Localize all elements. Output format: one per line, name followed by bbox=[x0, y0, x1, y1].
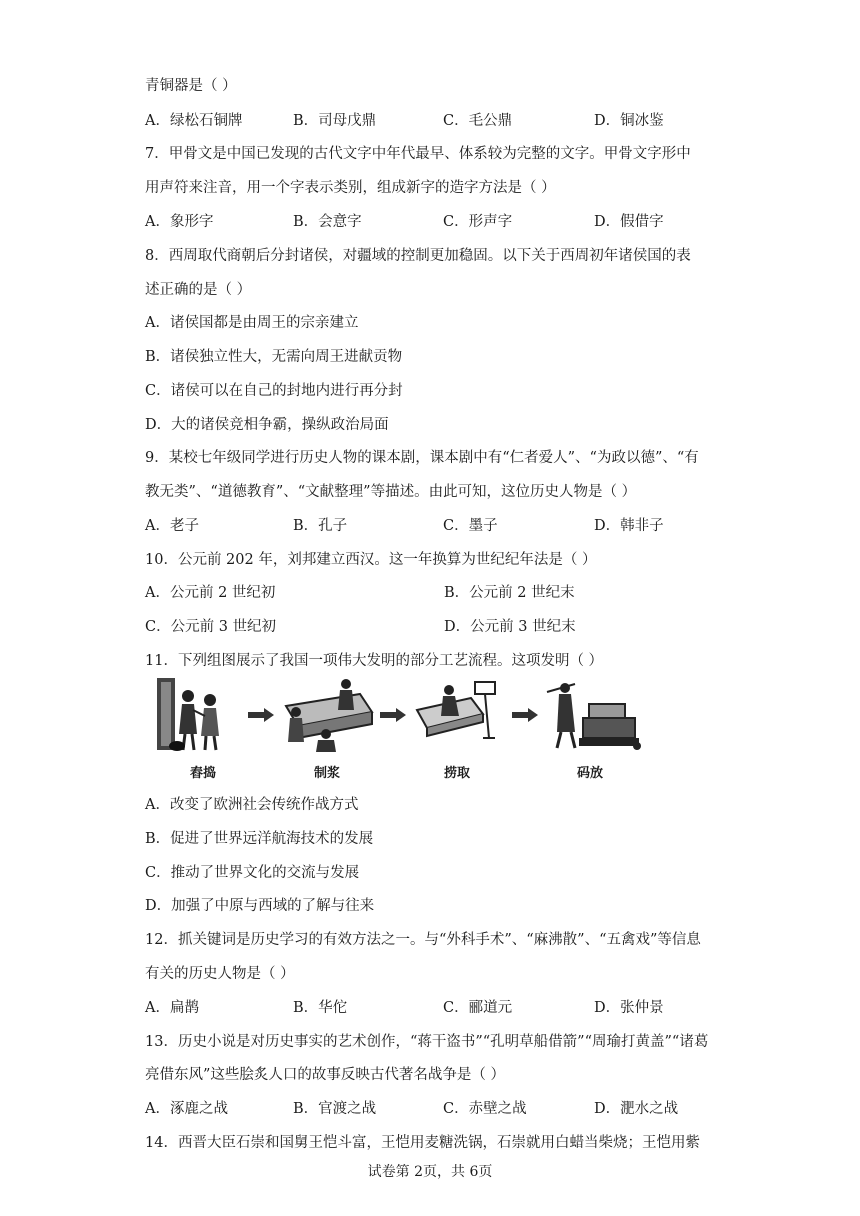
arrow-icon bbox=[512, 708, 538, 722]
q12-option-d: D．张仲景 bbox=[594, 1000, 664, 1016]
arrow-icon bbox=[248, 708, 274, 722]
q10-option-a: A．公元前 2 世纪初 bbox=[145, 585, 276, 601]
q12-option-a: A．扁鹊 bbox=[145, 1000, 199, 1016]
q12-stem-line1: 12．抓关键词是历史学习的有效方法之一。与“外科手术”、“麻沸散”、“五禽戏”等信息 bbox=[145, 932, 701, 948]
q6-option-b: B．司母戊鼎 bbox=[293, 113, 377, 129]
q9-stem-line1: 9．某校七年级同学进行历史人物的课本剧，课本剧中有“仁者爱人”、“为政以德”、“有 bbox=[145, 450, 699, 466]
q13-option-c: C．赤壁之战 bbox=[443, 1101, 527, 1117]
arrow-icon bbox=[380, 708, 406, 722]
pounding-illustration bbox=[155, 676, 225, 754]
step-label-scoop: 捞取 bbox=[443, 766, 470, 781]
q6-option-c: C．毛公鼎 bbox=[443, 113, 513, 129]
q8-option-a: A．诸侯国都是由周王的宗亲建立 bbox=[145, 315, 359, 331]
q13-stem-line2: 亮借东风”这些脍炙人口的故事反映古代著名战争是（ ） bbox=[145, 1067, 506, 1083]
q13-stem-line1: 13．历史小说是对历史事实的艺术创作，“蒋干盗书”“孔明草船借箭”“周瑜打黄盖”“诸葛 bbox=[145, 1034, 709, 1050]
q12-option-b: B．华佗 bbox=[293, 1000, 348, 1016]
step-label-pounding: 舂捣 bbox=[189, 766, 216, 781]
q10-stem: 10．公元前 202 年，刘邦建立西汉。这一年换算为世纪纪年法是（ ） bbox=[145, 552, 597, 568]
q7-stem-line1: 7．甲骨文是中国已发现的古代文字中年代最早、体系较为完整的文字。甲骨文字形中 bbox=[145, 146, 691, 162]
q7-option-d: D．假借字 bbox=[594, 214, 664, 230]
page-footer: 试卷第 2页，共 6页 bbox=[367, 1164, 493, 1180]
pulp-making-illustration bbox=[280, 676, 375, 754]
q6-stem-end: 青铜器是（ ） bbox=[145, 78, 237, 94]
q7-stem-line2: 用声符来注音，用一个字表示类别，组成新字的造字方法是（ ） bbox=[145, 180, 556, 196]
q8-option-d: D．大的诸侯竞相争霸，操纵政治局面 bbox=[145, 417, 389, 433]
papermaking-process-figure bbox=[155, 676, 715, 786]
q11-option-d: D．加强了中原与西域的了解与往来 bbox=[145, 898, 375, 914]
q10-option-c: C．公元前 3 世纪初 bbox=[145, 619, 277, 635]
q8-stem-line1: 8．西周取代商朝后分封诸侯，对疆域的控制更加稳固。以下关于西周初年诸侯国的表 bbox=[145, 248, 691, 264]
q11-stem: 11．下列组图展示了我国一项伟大发明的部分工艺流程。这项发明（ ） bbox=[145, 653, 604, 669]
q12-option-c: C．郦道元 bbox=[443, 1000, 513, 1016]
q12-stem-line2: 有关的历史人物是（ ） bbox=[145, 966, 295, 982]
q9-option-a: A．老子 bbox=[145, 518, 199, 534]
q14-stem-line1: 14．西晋大臣石崇和国舅王恺斗富，王恺用麦糖洗锅，石崇就用白蜡当柴烧；王恺用紫 bbox=[145, 1135, 700, 1151]
q6-option-a: A．绿松石铜牌 bbox=[145, 113, 243, 129]
step-label-stack: 码放 bbox=[576, 766, 603, 781]
q8-option-b: B．诸侯独立性大，无需向周王进献贡物 bbox=[145, 349, 403, 365]
q7-option-c: C．形声字 bbox=[443, 214, 513, 230]
q9-option-b: B．孔子 bbox=[293, 518, 348, 534]
q7-option-b: B．会意字 bbox=[293, 214, 362, 230]
q7-option-a: A．象形字 bbox=[145, 214, 214, 230]
q9-option-c: C．墨子 bbox=[443, 518, 498, 534]
stacking-illustration bbox=[543, 676, 643, 754]
q8-stem-line2: 述正确的是（ ） bbox=[145, 282, 252, 298]
q10-option-b: B．公元前 2 世纪末 bbox=[444, 585, 575, 601]
q11-option-c: C．推动了世界文化的交流与发展 bbox=[145, 865, 360, 881]
q8-option-c: C．诸侯可以在自己的封地内进行再分封 bbox=[145, 383, 403, 399]
q10-option-d: D．公元前 3 世纪末 bbox=[444, 619, 576, 635]
q6-option-d: D．铜冰鉴 bbox=[594, 113, 664, 129]
scooping-illustration bbox=[413, 676, 503, 754]
q13-option-a: A．涿鹿之战 bbox=[145, 1101, 228, 1117]
q9-stem-line2: 教无类”、“道德教育”、“文献整理”等描述。由此可知，这位历史人物是（ ） bbox=[145, 484, 637, 500]
q13-option-b: B．官渡之战 bbox=[293, 1101, 377, 1117]
q11-option-b: B．促进了世界远洋航海技术的发展 bbox=[145, 831, 374, 847]
q11-option-a: A．改变了欧洲社会传统作战方式 bbox=[145, 797, 359, 813]
step-label-pulp: 制浆 bbox=[313, 766, 340, 781]
q13-option-d: D．淝水之战 bbox=[594, 1101, 679, 1117]
q9-option-d: D．韩非子 bbox=[594, 518, 664, 534]
